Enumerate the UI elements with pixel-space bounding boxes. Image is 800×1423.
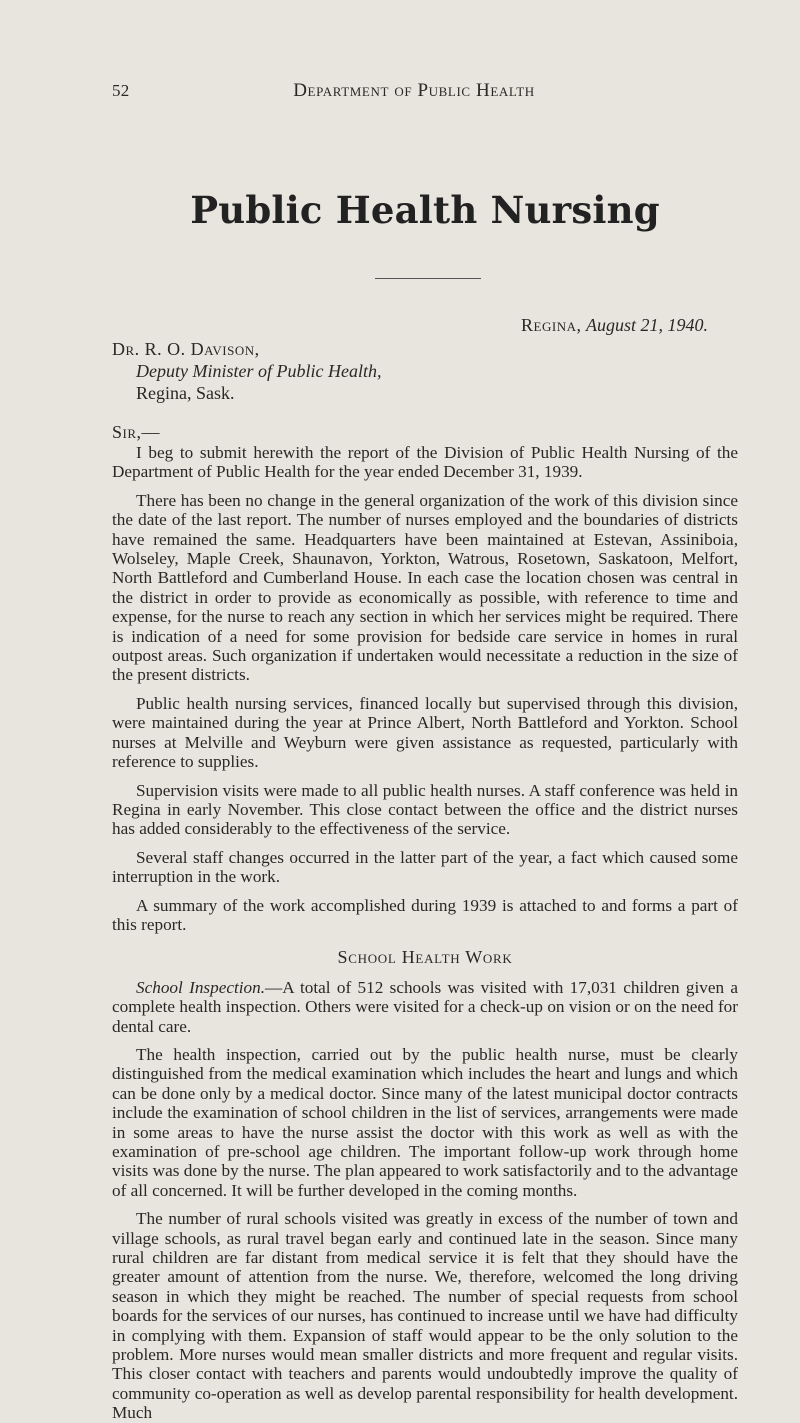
running-header (112, 80, 738, 102)
addressee-name: Dr. R. O. Davison, (112, 339, 260, 359)
page-number: 52 (112, 81, 130, 100)
section-heading: School Health Work (337, 947, 513, 968)
paragraph: Public health nursing services, financed locally but supervised through this division, were maintained during the year at Prince Albert, North Battleford and Yorkton. School nurses at Melville and Weyburn were given assistance as requested, particularly with reference to supplies. (112, 693, 738, 772)
addressee-title: Deputy Minister of Public Health, (136, 361, 382, 381)
paragraph: There has been no change in the general organization of the work of this division since the date of the last report. The number of nurses employed and the boundaries of districts have remained the same. Headquarters have been maintained at Estevan, Assiniboia, Wolseley, Maple Creek, Shaunavon, Yorkton, Watrous, Rosetown, Saskatoon, Melfort, North Battleford and Cumberland House. In each case the location chosen was central in the district in order to provide as economically as possible, with reference to time and expense, for the nurse to reach any section in which her services might be required. There is indication of a need for some provision for bedside care service in homes in rural outpost areas. Such organization if undertaken would necessitate a reduction in the size of the present districts. (112, 490, 738, 685)
dateline (112, 315, 738, 336)
paragraph: I beg to submit herewith the report of the Division of Public Health Nursing of the Department of Public Health for the year ended December 31, 1939. (112, 443, 738, 482)
document-title: Public Health Nursing (190, 188, 660, 232)
paragraph: A summary of the work accomplished during 1939 is attached to and forms a part of this report. (112, 895, 738, 934)
paragraph (112, 978, 738, 1036)
paragraph-text: —A total of 512 schools was visited with 17,031 children given a complete health inspection. Others were visited for a check-up on vision or on the need for dental care. (112, 977, 739, 1036)
running-title: Department of Public Health (293, 80, 535, 101)
run-in-heading: School Inspection. (136, 977, 266, 997)
addressee-block (112, 338, 738, 404)
title-divider (375, 278, 481, 279)
addressee-city: Regina, Sask. (136, 383, 235, 403)
dateline-place: Regina, (521, 315, 582, 335)
report-body (112, 443, 738, 1423)
dateline-date: August 21, 1940. (585, 315, 708, 335)
paragraph: The number of rural schools visited was greatly in excess of the number of town and village schools, as rural travel began early and continued late in the season. Since many rural children are far distant from medical service it is felt that they should have the greater amount of attention from the nurse. We, therefore, welcomed the long driving season in which they might be reached. The number of special requests from school boards for the services of our nurses, has continued to increase until we have had difficulty in complying with them. Expansion of staff would appear to be the only solution to the problem. More nurses would mean smaller districts and more frequent and regular visits. This closer contact with teachers and parents would undoubtedly improve the quality of community co-operation as well as develop parental responsibility for health development. Much (112, 1209, 738, 1423)
salutation: Sir,— (112, 422, 161, 442)
paragraph: The health inspection, carried out by the public health nurse, must be clearly distinguished from the medical examination which includes the heart and lungs and which can be done only by a medical doctor. Since many of the latest municipal doctor contracts include the examination of school children in the list of services, arrangements were made in some areas to have the nurse assist the doctor with this work as well as with the examination of pre-school age children. The important follow-up work through home visits was done by the nurse. The plan appeared to work satisfactorily and to the advantage of all concerned. It will be further developed in the coming months. (112, 1044, 738, 1200)
paragraph: Several staff changes occurred in the latter part of the year, a fact which caused some interruption in the work. (112, 847, 738, 887)
paragraph: Supervision visits were made to all public health nurses. A staff conference was held in Regina in early November. This close contact between the office and the district nurses has added considerably to the effectiveness of the service. (112, 780, 738, 839)
